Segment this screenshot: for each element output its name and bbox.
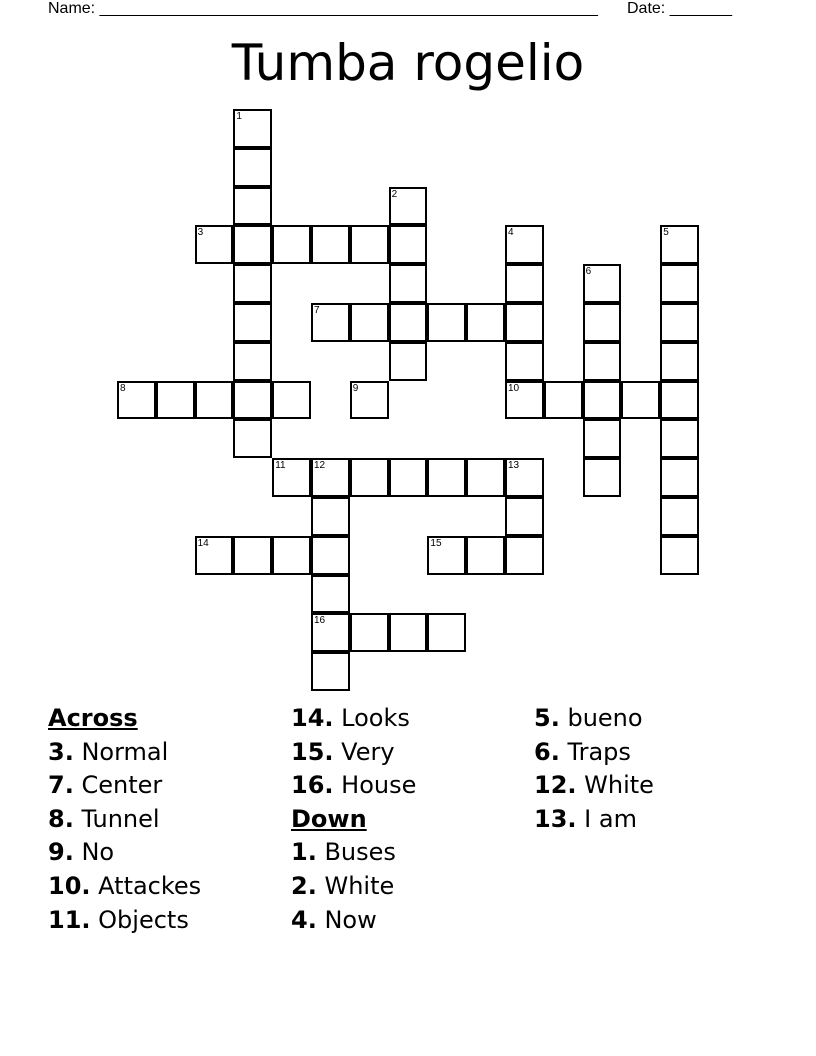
grid-cell-5[interactable] bbox=[660, 225, 699, 264]
grid-cell[interactable] bbox=[466, 536, 505, 575]
grid-cell-11[interactable] bbox=[272, 458, 311, 497]
clue-item-text: I am bbox=[584, 804, 637, 833]
grid-cell[interactable] bbox=[311, 652, 350, 691]
grid-cell[interactable] bbox=[156, 381, 195, 420]
clue-item-text: bueno bbox=[567, 704, 643, 732]
grid-cell[interactable] bbox=[466, 303, 505, 342]
clue-item bbox=[291, 904, 416, 938]
grid-cell[interactable] bbox=[505, 303, 544, 342]
clue-number: 13 bbox=[508, 460, 520, 472]
grid-cell[interactable] bbox=[233, 148, 272, 187]
clue-item bbox=[48, 904, 201, 938]
clue-item bbox=[534, 702, 654, 736]
grid-cell[interactable] bbox=[389, 225, 428, 264]
clue-item-text: Looks bbox=[341, 704, 410, 732]
grid-cell[interactable] bbox=[389, 303, 428, 342]
clue-item bbox=[534, 769, 654, 803]
grid-cell[interactable] bbox=[583, 381, 622, 420]
clue-number: 2 bbox=[391, 188, 398, 200]
clue-item-number: 8. bbox=[48, 804, 74, 833]
clue-number: 9 bbox=[352, 382, 359, 394]
grid-cell[interactable] bbox=[311, 497, 350, 536]
clue-item-text: White bbox=[584, 771, 654, 800]
grid-cell[interactable] bbox=[427, 303, 466, 342]
clue-number: 1 bbox=[236, 111, 242, 122]
grid-cell[interactable] bbox=[233, 419, 272, 458]
clue-heading-text: Across bbox=[48, 704, 138, 732]
grid-cell-14[interactable] bbox=[195, 536, 234, 575]
grid-cell[interactable] bbox=[311, 225, 350, 264]
grid-cell[interactable] bbox=[311, 575, 350, 614]
clue-number: 14 bbox=[197, 537, 209, 549]
grid-cell[interactable] bbox=[195, 381, 234, 420]
grid-cell-15[interactable] bbox=[427, 536, 466, 575]
clue-number: 16 bbox=[314, 615, 326, 627]
clue-item-number: 12. bbox=[534, 771, 577, 800]
grid-cell-1[interactable] bbox=[233, 109, 272, 148]
grid-cell-16[interactable] bbox=[311, 613, 350, 652]
clue-item-text: Tunnel bbox=[81, 804, 160, 833]
grid-cell[interactable] bbox=[427, 458, 466, 497]
grid-cell[interactable] bbox=[389, 264, 428, 303]
grid-cell[interactable] bbox=[621, 381, 660, 420]
grid-cell[interactable] bbox=[660, 536, 699, 575]
grid-cell-8[interactable] bbox=[117, 381, 156, 420]
grid-cell[interactable] bbox=[505, 536, 544, 575]
clue-item bbox=[48, 769, 201, 803]
date-field-label: Date: _______ bbox=[627, 0, 732, 17]
grid-cell[interactable] bbox=[505, 497, 544, 536]
clue-number: 11 bbox=[275, 460, 286, 472]
clue-item-text: Normal bbox=[81, 737, 169, 766]
grid-cell-10[interactable] bbox=[505, 381, 544, 420]
clue-heading bbox=[291, 803, 416, 837]
clue-item bbox=[534, 736, 654, 770]
clue-item-number: 6. bbox=[534, 737, 560, 766]
grid-cell[interactable] bbox=[350, 225, 389, 264]
grid-cell-2[interactable] bbox=[389, 187, 428, 226]
clue-item-number: 15. bbox=[291, 737, 334, 766]
clue-heading-text: Down bbox=[291, 804, 367, 833]
clue-item-number: 4. bbox=[291, 905, 317, 934]
clue-number: 6 bbox=[585, 266, 592, 278]
clue-item-number: 1. bbox=[291, 838, 317, 867]
grid-cell-3[interactable] bbox=[195, 225, 234, 264]
grid-cell[interactable] bbox=[233, 303, 272, 342]
clue-item bbox=[291, 870, 416, 904]
clue-item-number: 3. bbox=[48, 737, 74, 766]
grid-cell[interactable] bbox=[272, 536, 311, 575]
grid-cell[interactable] bbox=[233, 342, 272, 381]
clue-column-1 bbox=[48, 702, 201, 937]
grid-cell[interactable] bbox=[389, 458, 428, 497]
grid-cell[interactable] bbox=[350, 303, 389, 342]
grid-cell[interactable] bbox=[311, 536, 350, 575]
clue-item-text: Very bbox=[341, 737, 395, 766]
clue-item-text: No bbox=[81, 838, 115, 867]
grid-cell[interactable] bbox=[505, 342, 544, 381]
grid-cell-12[interactable] bbox=[311, 458, 350, 497]
grid-cell[interactable] bbox=[660, 381, 699, 420]
grid-cell[interactable] bbox=[505, 264, 544, 303]
grid-cell[interactable] bbox=[233, 187, 272, 226]
clue-column-2 bbox=[291, 702, 416, 937]
puzzle-title: Tumba rogelio bbox=[231, 34, 585, 92]
clue-item bbox=[48, 870, 201, 904]
grid-cell[interactable] bbox=[660, 458, 699, 497]
clue-column-3 bbox=[534, 702, 654, 836]
clue-item-number: 10. bbox=[48, 871, 91, 900]
clue-item-text: Attackes bbox=[98, 871, 202, 900]
grid-cell[interactable] bbox=[272, 225, 311, 264]
clue-item-number: 11. bbox=[48, 905, 91, 934]
grid-cell-4[interactable] bbox=[505, 225, 544, 264]
clue-item-text: House bbox=[341, 771, 417, 800]
grid-cell[interactable] bbox=[350, 613, 389, 652]
clue-item-number: 9. bbox=[48, 838, 74, 867]
clue-item-text: Buses bbox=[324, 838, 396, 867]
clue-number: 4 bbox=[508, 227, 514, 239]
grid-cell[interactable] bbox=[544, 381, 583, 420]
grid-cell[interactable] bbox=[660, 342, 699, 381]
grid-cell-9[interactable] bbox=[350, 381, 389, 420]
clue-item bbox=[291, 769, 416, 803]
clue-number: 8 bbox=[120, 382, 126, 394]
grid-cell-13[interactable] bbox=[505, 458, 544, 497]
grid-cell[interactable] bbox=[583, 458, 622, 497]
grid-cell[interactable] bbox=[660, 419, 699, 458]
grid-cell[interactable] bbox=[427, 613, 466, 652]
clue-item-text: Traps bbox=[567, 737, 631, 766]
grid-cell[interactable] bbox=[389, 342, 428, 381]
clue-item-number: 14. bbox=[291, 704, 334, 732]
grid-cell[interactable] bbox=[583, 342, 622, 381]
clue-number: 15 bbox=[430, 537, 442, 549]
clue-item-text: Now bbox=[324, 905, 377, 934]
grid-cell[interactable] bbox=[233, 381, 272, 420]
grid-cell[interactable] bbox=[583, 419, 622, 458]
grid-cell-6[interactable] bbox=[583, 264, 622, 303]
clue-number: 10 bbox=[508, 382, 520, 394]
grid-cell[interactable] bbox=[466, 458, 505, 497]
grid-cell[interactable] bbox=[233, 225, 272, 264]
grid-cell[interactable] bbox=[350, 458, 389, 497]
clue-number: 12 bbox=[314, 460, 326, 472]
clue-item-text: Objects bbox=[98, 905, 189, 934]
clue-item-number: 2. bbox=[291, 871, 317, 900]
clue-item bbox=[291, 702, 416, 736]
clue-item bbox=[48, 803, 201, 837]
grid-cell[interactable] bbox=[660, 497, 699, 536]
grid-cell-7[interactable] bbox=[311, 303, 350, 342]
clue-item-number: 13. bbox=[534, 804, 577, 833]
grid-cell[interactable] bbox=[389, 613, 428, 652]
clue-item-text: White bbox=[324, 871, 395, 900]
grid-cell[interactable] bbox=[660, 264, 699, 303]
grid-cell[interactable] bbox=[233, 264, 272, 303]
clue-item-text: Center bbox=[81, 771, 163, 800]
clue-number: 5 bbox=[663, 227, 669, 239]
clue-item bbox=[48, 836, 201, 870]
clue-heading bbox=[48, 702, 201, 736]
clue-item-number: 5. bbox=[534, 704, 560, 732]
clue-number: 3 bbox=[197, 227, 204, 239]
grid-cell[interactable] bbox=[233, 536, 272, 575]
name-field-label: Name: ________________________________________________________ bbox=[48, 0, 598, 17]
grid-cell[interactable] bbox=[272, 381, 311, 420]
clue-item-number: 16. bbox=[291, 771, 334, 800]
grid-cell[interactable] bbox=[583, 303, 622, 342]
clue-number: 7 bbox=[314, 305, 320, 316]
clue-item bbox=[291, 836, 416, 870]
clue-item bbox=[534, 803, 654, 837]
clue-item bbox=[48, 736, 201, 770]
clue-item-number: 7. bbox=[48, 771, 74, 800]
clue-item bbox=[291, 736, 416, 770]
grid-cell[interactable] bbox=[660, 303, 699, 342]
